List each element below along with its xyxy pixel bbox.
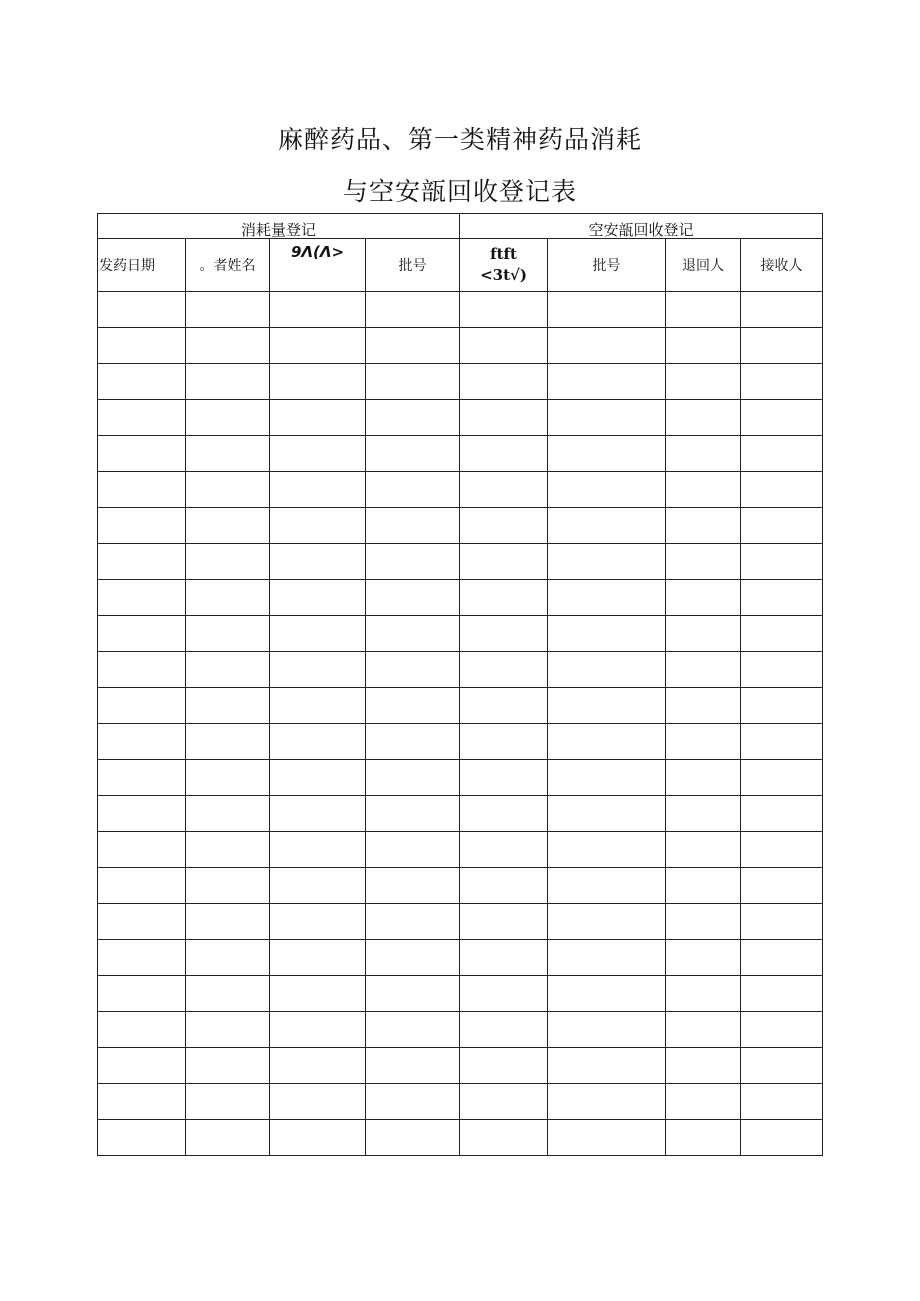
table-row	[98, 580, 823, 616]
cell-dispense-date[interactable]	[98, 292, 186, 328]
cell-batch-recovery[interactable]	[548, 796, 666, 832]
cell-dispense-date[interactable]	[98, 1120, 186, 1156]
cell-quantity[interactable]	[270, 796, 366, 832]
table-row	[98, 688, 823, 724]
cell-returned-by[interactable]	[666, 1084, 741, 1120]
document-title-line2: 与空安瓿回收登记表	[342, 177, 577, 206]
cell-batch-recovery[interactable]	[548, 652, 666, 688]
cell-received-by[interactable]	[741, 1120, 823, 1156]
table-row	[98, 868, 823, 904]
table-row	[98, 292, 823, 328]
cell-quantity[interactable]	[270, 1120, 366, 1156]
cell-batch-consumption[interactable]	[366, 616, 460, 652]
cell-dispense-date[interactable]	[98, 400, 186, 436]
cell-patient-name[interactable]	[186, 400, 270, 436]
column-header-batch-consumption: 批号	[366, 239, 460, 292]
cell-received-by[interactable]	[741, 652, 823, 688]
cell-quantity[interactable]	[270, 760, 366, 796]
cell-returned-by[interactable]	[666, 472, 741, 508]
cell-batch-recovery[interactable]	[548, 976, 666, 1012]
cell-batch-recovery[interactable]	[548, 1012, 666, 1048]
cell-patient-name[interactable]	[186, 328, 270, 364]
cell-returned-by[interactable]	[666, 616, 741, 652]
cell-received-by[interactable]	[741, 1048, 823, 1084]
cell-received-by[interactable]	[741, 580, 823, 616]
cell-received-by[interactable]	[741, 1084, 823, 1120]
cell-batch-consumption[interactable]	[366, 688, 460, 724]
cell-patient-name[interactable]	[186, 1012, 270, 1048]
cell-dispense-date[interactable]	[98, 868, 186, 904]
cell-patient-name[interactable]	[186, 364, 270, 400]
cell-batch-recovery[interactable]	[548, 400, 666, 436]
cell-dispense-date[interactable]	[98, 652, 186, 688]
cell-quantity[interactable]	[270, 364, 366, 400]
cell-quantity[interactable]	[270, 1048, 366, 1084]
cell-received-by[interactable]	[741, 544, 823, 580]
cell-received-by[interactable]	[741, 688, 823, 724]
cell-dispense-date[interactable]	[98, 508, 186, 544]
cell-batch-consumption[interactable]	[366, 292, 460, 328]
cell-batch-consumption[interactable]	[366, 508, 460, 544]
cell-batch-recovery[interactable]	[548, 724, 666, 760]
cell-ampoule-count[interactable]	[460, 1084, 548, 1120]
cell-returned-by[interactable]	[666, 760, 741, 796]
cell-received-by[interactable]	[741, 796, 823, 832]
cell-received-by[interactable]	[741, 940, 823, 976]
table-row	[98, 652, 823, 688]
cell-batch-consumption[interactable]	[366, 868, 460, 904]
column-header-row	[98, 239, 823, 292]
cell-returned-by[interactable]	[666, 832, 741, 868]
group-header-recovery: 空安瓿回收登记	[460, 214, 823, 239]
cell-quantity[interactable]	[270, 580, 366, 616]
cell-batch-consumption[interactable]	[366, 976, 460, 1012]
register-table	[97, 213, 823, 1156]
group-header-consumption: 消耗量登记	[98, 214, 460, 239]
cell-dispense-date[interactable]	[98, 1048, 186, 1084]
cell-batch-consumption[interactable]	[366, 796, 460, 832]
column-header-patient-name: 。者姓名	[186, 239, 270, 292]
cell-batch-consumption[interactable]	[366, 364, 460, 400]
cell-returned-by[interactable]	[666, 508, 741, 544]
table-row	[98, 616, 823, 652]
cell-dispense-date[interactable]	[98, 1084, 186, 1120]
cell-batch-recovery[interactable]	[548, 760, 666, 796]
cell-dispense-date[interactable]	[98, 832, 186, 868]
cell-batch-consumption[interactable]	[366, 580, 460, 616]
cell-returned-by[interactable]	[666, 544, 741, 580]
cell-dispense-date[interactable]	[98, 436, 186, 472]
group-header-row	[98, 214, 823, 239]
table-row	[98, 796, 823, 832]
cell-patient-name[interactable]	[186, 724, 270, 760]
cell-batch-consumption[interactable]	[366, 1012, 460, 1048]
cell-quantity[interactable]	[270, 976, 366, 1012]
cell-quantity[interactable]	[270, 472, 366, 508]
cell-received-by[interactable]	[741, 724, 823, 760]
cell-ampoule-count[interactable]	[460, 868, 548, 904]
cell-patient-name[interactable]	[186, 760, 270, 796]
document-title-line1: 麻醉药品、第一类精神药品消耗	[277, 125, 642, 154]
cell-batch-recovery[interactable]	[548, 904, 666, 940]
column-header-ampoule-count	[460, 239, 548, 292]
cell-patient-name[interactable]	[186, 832, 270, 868]
cell-batch-consumption[interactable]	[366, 472, 460, 508]
cell-returned-by[interactable]	[666, 724, 741, 760]
cell-batch-consumption[interactable]	[366, 760, 460, 796]
cell-batch-consumption[interactable]	[366, 1048, 460, 1084]
table-row	[98, 508, 823, 544]
cell-dispense-date[interactable]	[98, 904, 186, 940]
cell-patient-name[interactable]	[186, 976, 270, 1012]
cell-received-by[interactable]	[741, 472, 823, 508]
cell-patient-name[interactable]	[186, 1120, 270, 1156]
cell-ampoule-count[interactable]	[460, 1120, 548, 1156]
cell-returned-by[interactable]	[666, 688, 741, 724]
cell-batch-consumption[interactable]	[366, 832, 460, 868]
cell-batch-consumption[interactable]	[366, 400, 460, 436]
cell-ampoule-count[interactable]	[460, 760, 548, 796]
cell-dispense-date[interactable]	[98, 472, 186, 508]
cell-returned-by[interactable]	[666, 1120, 741, 1156]
cell-batch-recovery[interactable]	[548, 1084, 666, 1120]
cell-batch-recovery[interactable]	[548, 616, 666, 652]
cell-received-by[interactable]	[741, 904, 823, 940]
column-header-returned-by: 退回人	[666, 239, 741, 292]
cell-returned-by[interactable]	[666, 1048, 741, 1084]
table-row	[98, 436, 823, 472]
cell-batch-recovery[interactable]	[548, 436, 666, 472]
cell-received-by[interactable]	[741, 868, 823, 904]
cell-patient-name[interactable]	[186, 688, 270, 724]
cell-received-by[interactable]	[741, 400, 823, 436]
cell-patient-name[interactable]	[186, 508, 270, 544]
cell-quantity[interactable]	[270, 436, 366, 472]
cell-quantity[interactable]	[270, 328, 366, 364]
cell-returned-by[interactable]	[666, 940, 741, 976]
cell-returned-by[interactable]	[666, 292, 741, 328]
cell-batch-recovery[interactable]	[548, 508, 666, 544]
cell-ampoule-count[interactable]	[460, 364, 548, 400]
cell-batch-recovery[interactable]	[548, 1120, 666, 1156]
cell-ampoule-count[interactable]	[460, 832, 548, 868]
table-row	[98, 544, 823, 580]
cell-batch-recovery[interactable]	[548, 832, 666, 868]
cell-batch-recovery[interactable]	[548, 1048, 666, 1084]
cell-quantity[interactable]	[270, 292, 366, 328]
cell-quantity[interactable]	[270, 1012, 366, 1048]
cell-quantity[interactable]	[270, 652, 366, 688]
cell-ampoule-count[interactable]	[460, 472, 548, 508]
cell-quantity[interactable]	[270, 508, 366, 544]
cell-returned-by[interactable]	[666, 364, 741, 400]
cell-quantity[interactable]	[270, 868, 366, 904]
cell-ampoule-count[interactable]	[460, 724, 548, 760]
cell-quantity[interactable]	[270, 616, 366, 652]
table-row	[98, 760, 823, 796]
cell-ampoule-count[interactable]	[460, 544, 548, 580]
cell-received-by[interactable]	[741, 760, 823, 796]
table-row	[98, 328, 823, 364]
cell-received-by[interactable]	[741, 328, 823, 364]
table-row	[98, 400, 823, 436]
cell-patient-name[interactable]	[186, 436, 270, 472]
table-row	[98, 364, 823, 400]
cell-ampoule-count[interactable]	[460, 976, 548, 1012]
cell-dispense-date[interactable]	[98, 976, 186, 1012]
cell-received-by[interactable]	[741, 292, 823, 328]
cell-returned-by[interactable]	[666, 976, 741, 1012]
cell-dispense-date[interactable]	[98, 328, 186, 364]
cell-quantity[interactable]	[270, 688, 366, 724]
cell-ampoule-count[interactable]	[460, 292, 548, 328]
cell-ampoule-count[interactable]	[460, 328, 548, 364]
table-row	[98, 724, 823, 760]
cell-batch-recovery[interactable]	[548, 328, 666, 364]
cell-ampoule-count[interactable]	[460, 1012, 548, 1048]
cell-dispense-date[interactable]	[98, 1012, 186, 1048]
cell-dispense-date[interactable]	[98, 760, 186, 796]
table-row	[98, 976, 823, 1012]
cell-patient-name[interactable]	[186, 580, 270, 616]
cell-ampoule-count[interactable]	[460, 436, 548, 472]
cell-patient-name[interactable]	[186, 940, 270, 976]
cell-patient-name[interactable]	[186, 796, 270, 832]
cell-batch-recovery[interactable]	[548, 868, 666, 904]
cell-batch-consumption[interactable]	[366, 544, 460, 580]
cell-dispense-date[interactable]	[98, 580, 186, 616]
cell-dispense-date[interactable]	[98, 940, 186, 976]
cell-quantity[interactable]	[270, 724, 366, 760]
cell-returned-by[interactable]	[666, 400, 741, 436]
cell-ampoule-count[interactable]	[460, 940, 548, 976]
column-header-quantity: 9Λ(Λ>	[270, 239, 366, 292]
cell-ampoule-count[interactable]	[460, 616, 548, 652]
cell-returned-by[interactable]	[666, 436, 741, 472]
cell-batch-recovery[interactable]	[548, 544, 666, 580]
cell-ampoule-count[interactable]	[460, 796, 548, 832]
cell-batch-recovery[interactable]	[548, 688, 666, 724]
table-row	[98, 1084, 823, 1120]
cell-batch-consumption[interactable]	[366, 1084, 460, 1120]
cell-received-by[interactable]	[741, 508, 823, 544]
cell-patient-name[interactable]	[186, 544, 270, 580]
cell-ampoule-count[interactable]	[460, 508, 548, 544]
table-row	[98, 1048, 823, 1084]
cell-batch-recovery[interactable]	[548, 940, 666, 976]
cell-patient-name[interactable]	[186, 652, 270, 688]
cell-batch-consumption[interactable]	[366, 940, 460, 976]
cell-received-by[interactable]	[741, 1012, 823, 1048]
cell-batch-recovery[interactable]	[548, 472, 666, 508]
table-row	[98, 1120, 823, 1156]
cell-ampoule-count[interactable]	[460, 904, 548, 940]
cell-received-by[interactable]	[741, 616, 823, 652]
cell-ampoule-count[interactable]	[460, 688, 548, 724]
cell-returned-by[interactable]	[666, 1012, 741, 1048]
table-row	[98, 904, 823, 940]
column-header-ampoule-count-line1: ftft	[490, 245, 517, 263]
cell-batch-consumption[interactable]	[366, 436, 460, 472]
table-row	[98, 832, 823, 868]
column-header-received-by: 接收人	[741, 239, 823, 292]
cell-batch-recovery[interactable]	[548, 292, 666, 328]
cell-quantity[interactable]	[270, 832, 366, 868]
cell-batch-recovery[interactable]	[548, 580, 666, 616]
cell-patient-name[interactable]	[186, 904, 270, 940]
cell-patient-name[interactable]	[186, 616, 270, 652]
column-header-dispense-date: 发药日期	[98, 239, 186, 292]
cell-batch-consumption[interactable]	[366, 328, 460, 364]
cell-dispense-date[interactable]	[98, 796, 186, 832]
cell-dispense-date[interactable]	[98, 616, 186, 652]
cell-quantity[interactable]	[270, 400, 366, 436]
cell-ampoule-count[interactable]	[460, 580, 548, 616]
cell-patient-name[interactable]	[186, 472, 270, 508]
cell-patient-name[interactable]	[186, 292, 270, 328]
cell-batch-consumption[interactable]	[366, 652, 460, 688]
cell-ampoule-count[interactable]	[460, 1048, 548, 1084]
cell-received-by[interactable]	[741, 364, 823, 400]
cell-dispense-date[interactable]	[98, 364, 186, 400]
cell-dispense-date[interactable]	[98, 544, 186, 580]
cell-quantity[interactable]	[270, 544, 366, 580]
cell-patient-name[interactable]	[186, 1048, 270, 1084]
cell-returned-by[interactable]	[666, 580, 741, 616]
cell-received-by[interactable]	[741, 436, 823, 472]
cell-patient-name[interactable]	[186, 1084, 270, 1120]
column-header-batch-recovery: 批号	[548, 239, 666, 292]
cell-returned-by[interactable]	[666, 796, 741, 832]
cell-ampoule-count[interactable]	[460, 400, 548, 436]
cell-batch-consumption[interactable]	[366, 724, 460, 760]
table-row	[98, 940, 823, 976]
column-header-ampoule-count-line2: <3t√)	[480, 266, 527, 284]
cell-quantity[interactable]	[270, 1084, 366, 1120]
cell-quantity[interactable]	[270, 904, 366, 940]
cell-returned-by[interactable]	[666, 904, 741, 940]
cell-quantity[interactable]	[270, 940, 366, 976]
cell-batch-consumption[interactable]	[366, 904, 460, 940]
table-row	[98, 472, 823, 508]
cell-patient-name[interactable]	[186, 868, 270, 904]
cell-returned-by[interactable]	[666, 328, 741, 364]
cell-returned-by[interactable]	[666, 868, 741, 904]
cell-received-by[interactable]	[741, 832, 823, 868]
cell-returned-by[interactable]	[666, 652, 741, 688]
cell-dispense-date[interactable]	[98, 724, 186, 760]
cell-batch-recovery[interactable]	[548, 364, 666, 400]
table-row	[98, 1012, 823, 1048]
cell-batch-consumption[interactable]	[366, 1120, 460, 1156]
cell-ampoule-count[interactable]	[460, 652, 548, 688]
cell-dispense-date[interactable]	[98, 688, 186, 724]
cell-received-by[interactable]	[741, 976, 823, 1012]
